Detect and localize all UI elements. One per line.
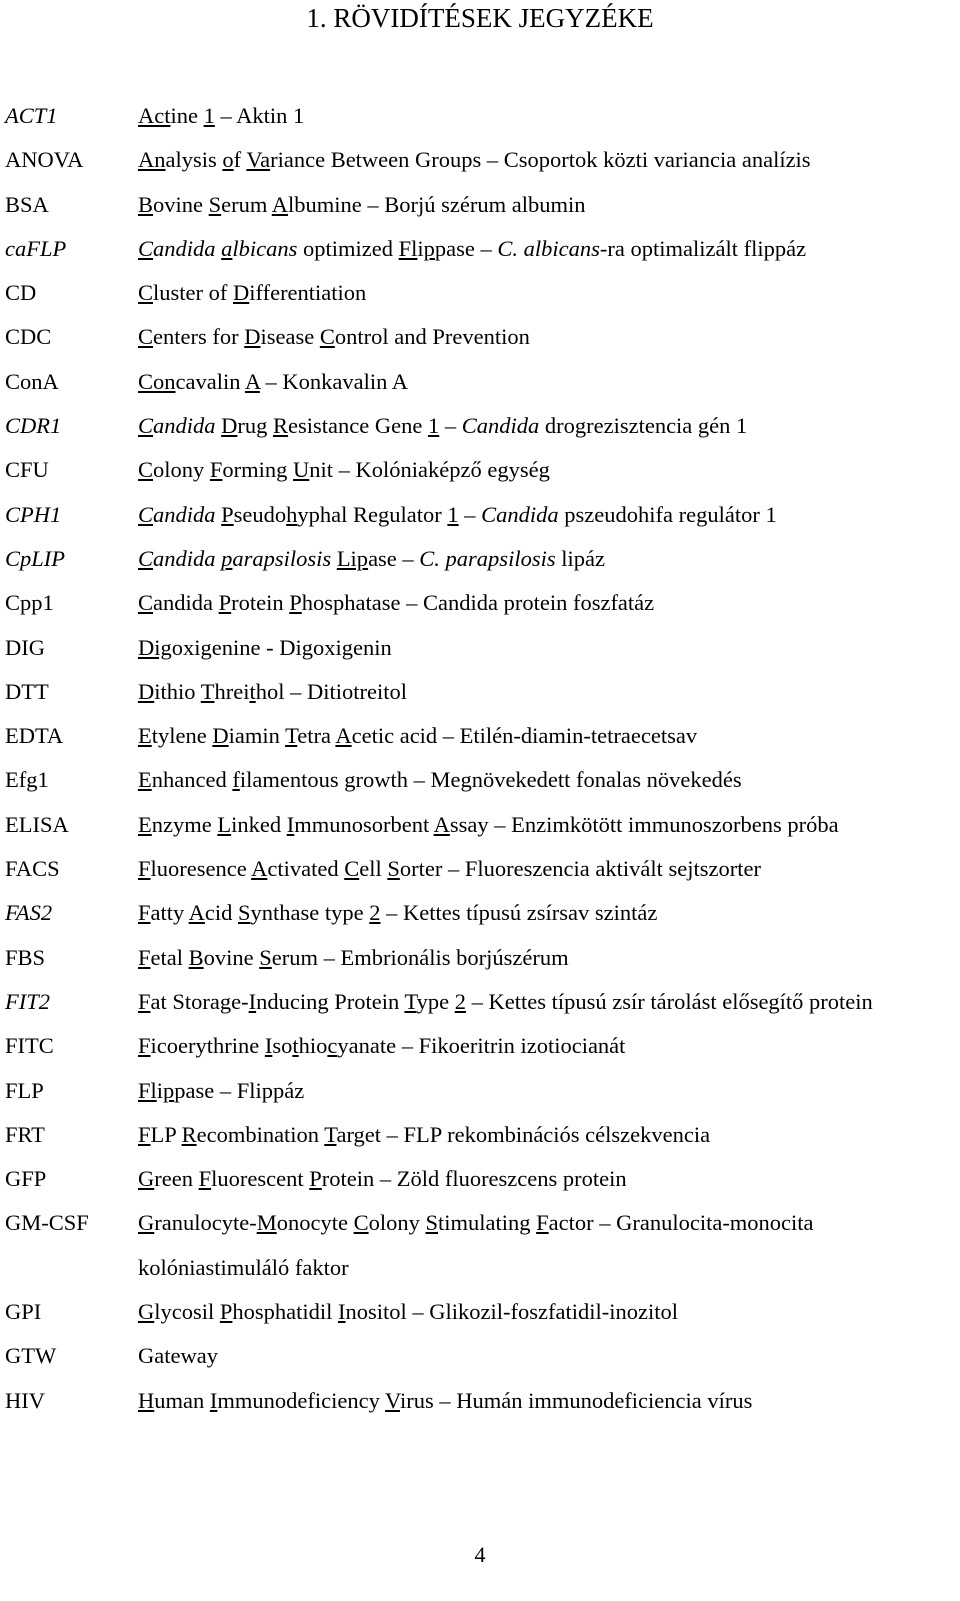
definition-segment: C [138,235,154,261]
definition-segment: F [138,1121,151,1147]
definition-segment: h [286,501,298,527]
abbreviation-definition: Candida parapsilosis Lipase – C. parapsilosis lipáz [138,545,605,571]
definition-segment: V [385,1387,400,1413]
definition-segment: G [138,1166,155,1192]
definition-segment: T [200,678,215,704]
definition-segment: F [138,944,151,970]
definition-segment: D [233,280,250,306]
abbreviation-definition: Fatty Acid Synthase type 2 – Kettes típusú zsírsav szintáz [138,900,658,926]
definition-segment: U [293,457,310,483]
definition-segment: F [138,1033,151,1059]
definition-segment: t [292,1033,299,1059]
abbreviation-definition: Ficoerythrine Isothiocyanate – Fikoeritrin izotiocianát [138,1033,626,1059]
abbreviation-row [5,758,950,802]
definition-segment: F [209,457,223,483]
abbreviation-definition: Enzyme Linked Immunosorbent Assay – Enzimkötött immunoszorbens próba [138,811,839,837]
abbreviation-term: Efg1 [5,767,49,793]
abbreviation-term: ConA [5,368,59,394]
definition-segment: Lip [336,545,369,571]
definition-segment: c [327,1033,338,1059]
definition-segment: P [309,1166,322,1192]
abbreviation-row [5,936,950,980]
definition-segment: A [244,368,260,394]
definition-segment: R [273,413,289,439]
definition-segment: andida [153,413,216,439]
definition-segment: S [259,944,272,970]
abbreviation-term: Cpp1 [5,590,54,616]
abbreviation-term: FRT [5,1121,45,1147]
definition-segment: C [138,590,154,616]
abbreviation-row [5,1157,950,1201]
abbreviation-row [5,138,950,182]
definition-segment: C [344,856,360,882]
definition-segment: o [222,147,234,173]
definition-segment: f [232,767,240,793]
definition-segment: H [138,1387,155,1413]
abbreviation-row [5,891,950,935]
definition-segment: C [138,324,154,350]
abbreviation-definition: Digoxigenine - Digoxigenin [138,634,392,660]
definition-segment: D [221,413,238,439]
definition-segment: C. albicans [497,235,600,261]
definition-segment: A [433,811,450,837]
definition-segment: t [249,678,256,704]
abbreviation-definition: Fluoresence Activated Cell Sorter – Fluoreszencia aktivált sejtszorter [138,856,761,882]
definition-segment: C [138,501,154,527]
definition-segment: C. parapsilosis [419,545,556,571]
abbreviation-row [5,847,950,891]
abbreviation-term: CPH1 [5,501,62,527]
definition-segment: L [217,811,232,837]
abbreviation-term: EDTA [5,723,64,749]
definition-segment: A [188,900,205,926]
definition-segment: F [138,856,151,882]
page-number: 4 [474,1542,486,1567]
abbreviation-definition: Gateway [138,1343,218,1369]
abbreviation-row [5,404,950,448]
abbreviation-term: FBS [5,944,46,970]
abbreviation-definition: Green Fluorescent Protein – Zöld fluoreszcens protein [138,1166,627,1192]
definition-segment: F [138,900,151,926]
definition-segment: R [181,1121,197,1147]
definition-segment: F [536,1210,549,1236]
abbreviation-term: ELISA [5,811,69,837]
abbreviation-term: BSA [5,191,49,217]
abbreviation-term: FIT2 [5,988,50,1014]
abbreviation-definition: FLP Recombination Target – FLP rekombinációs célszekvencia [138,1121,711,1147]
abbreviation-row [5,94,950,138]
definition-segment: p [423,235,435,261]
definition-segment: Fl [398,235,418,261]
definition-segment: F [198,1166,212,1192]
abbreviation-row [5,1379,950,1423]
definition-segment: P [221,501,234,527]
abbreviation-term: DTT [5,678,49,704]
definition-segment: E [138,811,152,837]
abbreviation-term: CD [5,280,37,306]
definition-segment: B [138,191,154,217]
definition-segment: C [353,1210,369,1236]
definition-segment: 1 [427,413,440,439]
abbreviation-row [5,803,950,847]
definition-segment: 2 [454,988,466,1014]
abbreviation-row [5,315,950,359]
definition-segment: Candida [461,413,540,439]
abbreviation-term: FITC [5,1033,54,1059]
abbreviation-definition: Enhanced filamentous growth – Megnövekedett fonalas növekedés [138,767,742,793]
abbreviation-row [5,537,950,581]
abbreviation-definition: Fat Storage-Inducing Protein Type 2 – Kettes típusú zsír tárolást elősegítő protein [138,988,873,1014]
abbreviation-row [5,493,950,537]
definition-segment: P [219,1299,233,1325]
definition-segment: a [221,235,233,261]
definition-segment: S [208,191,222,217]
abbreviation-term: GM-CSF [5,1210,89,1236]
abbreviation-definition: Candida Protein Phosphatase – Candida protein foszfatáz [138,590,655,616]
abbreviation-definition: Bovine Serum Albumine – Borjú szérum albumin [138,191,586,217]
abbreviation-row [5,1290,950,1334]
abbreviation-row [5,183,950,227]
definition-segment: Dig [138,634,172,660]
definition-segment: D [244,324,261,350]
abbreviation-definition: Glycosil Phosphatidil Inositol – Glikozil-foszfatidil-inozitol [138,1299,678,1325]
abbreviation-row [5,980,950,1024]
definition-segment: I [209,1387,218,1413]
definition-segment: arapsilosis [232,545,332,571]
definition-segment: A [271,191,289,217]
abbreviation-row [5,448,950,492]
definition-segment: G [138,1299,155,1325]
definition-segment: Candida [481,501,559,527]
definition-segment: F [138,988,151,1014]
abbreviation-term: CDC [5,324,52,350]
abbreviation-term: GTW [5,1343,57,1369]
abbreviation-definition: Human Immunodeficiency Virus – Humán immunodeficiencia vírus [138,1387,753,1413]
definition-segment: g [344,767,356,793]
abbreviation-term: FAS2 [5,900,53,926]
abbreviation-term: CDR1 [5,413,62,439]
abbreviation-term: HIV [5,1387,45,1413]
definition-segment: D [212,723,229,749]
abbreviation-definition: Concavalin A – Konkavalin A [138,368,408,394]
abbreviation-definition: Centers for Disease Control and Prevention [138,324,530,350]
abbreviation-row [5,227,950,271]
abbreviation-term: GFP [5,1166,47,1192]
definition-segment: P [289,590,302,616]
definition-segment: T [324,1121,337,1147]
page-title: 1. RÖVIDÍTÉSEK JEGYZÉKE [306,3,654,33]
abbreviation-term: CpLIP [5,545,66,571]
definition-segment: E [138,723,152,749]
abbreviation-definition: Cluster of Differentiation [138,280,367,306]
definition-segment: andida [153,501,216,527]
abbreviation-definition: Analysis of Variance Between Groups – Csoportok közti variancia analízis [138,147,811,173]
definition-segment: p [163,1077,175,1103]
abbreviation-row [5,1334,950,1378]
abbreviation-term: CFU [5,457,49,483]
abbreviation-term: caFLP [5,235,67,261]
definition-segment: B [188,944,204,970]
abbreviation-list [5,94,950,1423]
definition-segment: T [404,988,417,1014]
definition-segment: Act [138,103,171,128]
definition-segment: Va [246,147,271,173]
definition-segment: andida [153,545,222,571]
definition-segment: andida [153,235,222,261]
definition-segment: A [335,723,352,749]
abbreviation-term: ANOVA [5,147,84,173]
abbreviation-definition: Dithio Threithol – Ditiotreitol [138,678,407,704]
definition-segment: I [286,811,295,837]
definition-segment: S [387,856,400,882]
abbreviation-definition: Candida Pseudohyphal Regulator 1 – Candida pszeudohifa regulátor 1 [138,501,777,527]
definition-segment: D [138,678,155,704]
definition-segment: C [138,457,154,483]
definition-segment: I [264,1033,273,1059]
abbreviation-row [5,360,950,404]
definition-segment: p [221,545,233,571]
abbreviation-term: DIG [5,634,45,660]
abbreviation-row [5,714,950,758]
abbreviation-definition: Fetal Bovine Serum – Embrionális borjúszérum [138,944,569,970]
abbreviation-definition: Colony Forming Unit – Kolóniaképző egység [138,457,550,483]
definition-segment: M [256,1210,277,1236]
abbreviation-row [5,1024,950,1068]
abbreviation-row [5,581,950,625]
definition-segment: lbicans [232,235,298,261]
definition-segment: P [218,590,232,616]
definition-segment: An [138,147,166,173]
definition-segment: I [338,1299,346,1325]
definition-segment: A [251,856,268,882]
definition-segment: Fl [138,1077,157,1103]
definition-segment: 1 [203,103,215,128]
abbreviation-term: FLP [5,1077,44,1103]
definition-segment: C [138,280,154,306]
abbreviation-definition: Flippase – Flippáz [138,1077,305,1103]
abbreviation-definition: Etylene Diamin Tetra Acetic acid – Etilén-diamin-tetraecetsav [138,723,698,749]
abbreviation-term: GPI [5,1299,42,1325]
definition-segment: C [319,324,335,350]
definition-segment: S [238,900,251,926]
abbreviation-definition: Candida Drug Resistance Gene 1 – Candida drogrezisztencia gén 1 [138,413,748,439]
definition-segment: I [248,988,257,1014]
abbreviation-definition: Actine 1 – Aktin 1 [138,103,305,128]
abbreviation-definition: Candida albicans optimized Flippase – C. albicans-ra optimalizált flippáz [138,235,807,261]
abbreviation-row [5,1069,950,1113]
abbreviation-row [5,271,950,315]
definition-segment: 1 [447,501,459,527]
abbreviation-row [5,1201,950,1290]
definition-segment: T [285,723,298,749]
definition-segment: G [138,1210,155,1236]
definition-segment: C [138,413,154,439]
abbreviation-row [5,626,950,670]
definition-segment: C [138,545,154,571]
definition-segment: S [425,1210,438,1236]
definition-segment: Con [138,368,176,394]
abbreviation-definition: Granulocyte-Monocyte Colony Stimulating Factor – Granulocita-monocita kolóniastimuláló faktor [138,1210,814,1280]
definition-segment: 2 [369,900,381,926]
definition-segment: E [138,767,152,793]
abbreviation-term: ACT1 [5,103,58,128]
abbreviation-row [5,1113,950,1157]
abbreviation-row [5,670,950,714]
abbreviation-term: FACS [5,856,60,882]
